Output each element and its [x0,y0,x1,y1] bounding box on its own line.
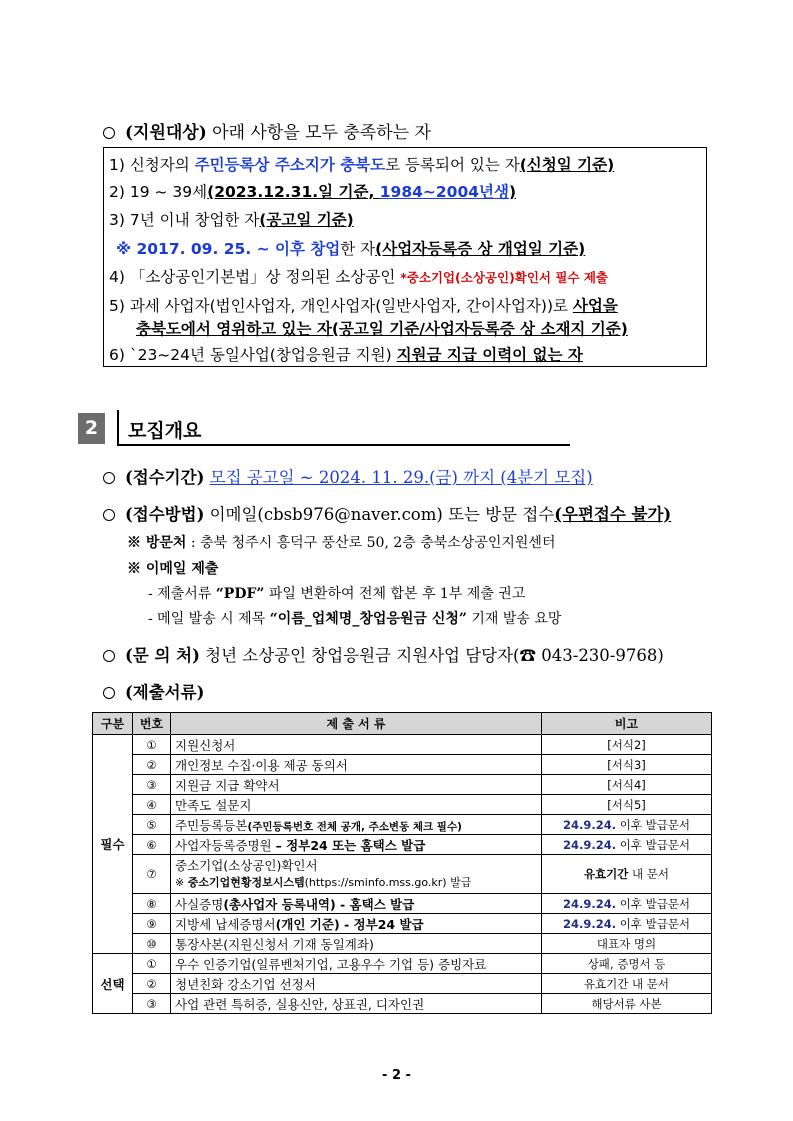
section-divider [117,410,119,445]
eligibility-box [103,147,707,367]
table-row: ③ 지원금 지급 확약서 [서식4] [93,775,712,795]
table-header-row [93,713,712,735]
header-number: 번호 [133,713,171,735]
eligibility-row-6: 6) `23~24년 동일사업(창업응원금 지원) 지원금 지급 이력이 없는 자 [109,346,583,364]
phone-icon: ☎ [519,646,536,665]
bullet-circle-icon [103,650,115,662]
table-row: ⑦ 중소기업(소상공인)확인서 ※ 중소기업현황정보시스템(https://sminfo.mss.go.kr) 발급 유효기간 내 문서 [93,855,712,894]
bullet-circle-icon [103,687,115,699]
eligibility-row-5-cont: 충북도에서 영위하고 있는 자(공고일 기준/사업자등록증 상 소재지 기준) [136,320,628,338]
eligibility-row-5: 5) 과세 사업자(법인사업자, 개인사업자(일반사업자, 간이사업자))로 사업을 [109,297,618,315]
table-row: ⑥ 사업자등록증명원 – 정부24 또는 홈택스 발급 24.9.24. 이후 발급문서 [93,835,712,855]
eligibility-row-3: 3) 7년 이내 창업한 자(공고일 기준) [109,211,354,229]
header-remarks: 비고 [542,713,712,735]
bullet-circle-icon [103,127,115,139]
table-row: ④ 만족도 설문지 [서식5] [93,795,712,815]
table-row: 선택 ① 우수 인증기업(일류벤처기업, 고용우수 기업 등) 증빙자료 상패, 증명서 등 [93,954,712,974]
section-underline [117,444,570,446]
table-row: ⑩ 통장사본(지원신청서 기재 동일계좌) 대표자 명의 [93,934,712,954]
bullet-circle-icon [103,472,115,484]
reception-period: (접수기간) 모집 공고일 ~ 2024. 11. 29.(금) 까지 (4분기 모집) [103,464,593,488]
header-documents: 제 출 서 류 [171,713,542,735]
documents-heading: (제출서류) [103,679,204,703]
table-row: 필수 ① 지원신청서 [서식2] [93,735,712,755]
bullet-circle-icon [103,509,115,521]
eligibility-row-4: 4) 「소상공인기본법」상 정의된 소상공인 *중소기업(소상공인)확인서 필수 제출 [109,268,609,286]
visit-location: ※ 방문처 : 충북 청주시 흥덕구 풍산로 50, 2층 충북소상공인지원센터 [127,535,556,551]
table-row: ② 개인정보 수집·이용 제공 동의서 [서식3] [93,755,712,775]
table-row: ③ 사업 관련 특허증, 실용신안, 상표권, 디자인권 해당서류 사본 [93,994,712,1014]
table-row: ⑨ 지방세 납세증명서(개인 기준) - 정부24 발급 24.9.24. 이후 발급문서 [93,914,712,934]
table-row: ② 청년친화 강소기업 선정서 유효기간 내 문서 [93,974,712,994]
page-number: - 2 - [382,1068,411,1083]
eligibility-row-2: 2) 19 ~ 39세(2023.12.31.일 기준, 1984~2004년생) [109,183,517,201]
required-category: 필수 [93,735,133,954]
reception-method: (접수방법) 이메일(cbsb976@naver.com) 또는 방문 접수(우편접수 불가) [103,501,671,525]
table-row: ⑤ 주민등록등본(주민등록번호 전체 공개, 주소변동 체크 필수) 24.9.24. 이후 발급문서 [93,815,712,835]
section-number-badge: 2 [78,413,105,444]
section-title: 모집개요 [128,420,202,442]
eligibility-heading: (지원대상) 아래 사항을 모두 충족하는 자 [103,118,431,143]
eligibility-row-3-note: ※ 2017. 09. 25. ~ 이후 창업한 자(사업자등록증 상 개업일 기준) [116,240,586,258]
optional-category: 선택 [93,954,133,1014]
email-note-1: - 제출서류 “PDF” 파일 변환하여 전체 합본 후 1부 제출 권고 [148,586,526,602]
contact-info: (문 의 처) 청년 소상공인 창업응원금 지원사업 담당자(☎ 043-230-9768) [103,642,664,666]
email-submission-label: ※ 이메일 제출 [127,561,219,577]
eligibility-row-1: 1) 신청자의 주민등록상 주소지가 충북도로 등록되어 있는 자(신청일 기준) [109,156,615,174]
header-category: 구분 [93,713,133,735]
email-note-2: - 메일 발송 시 제목 “이름_업체명_창업응원금 신청” 기재 발송 요망 [148,611,562,627]
table-row: ⑧ 사실증명(총사업자 등록내역) - 홈택스 발급 24.9.24. 이후 발급문서 [93,894,712,914]
documents-table [92,712,712,1014]
